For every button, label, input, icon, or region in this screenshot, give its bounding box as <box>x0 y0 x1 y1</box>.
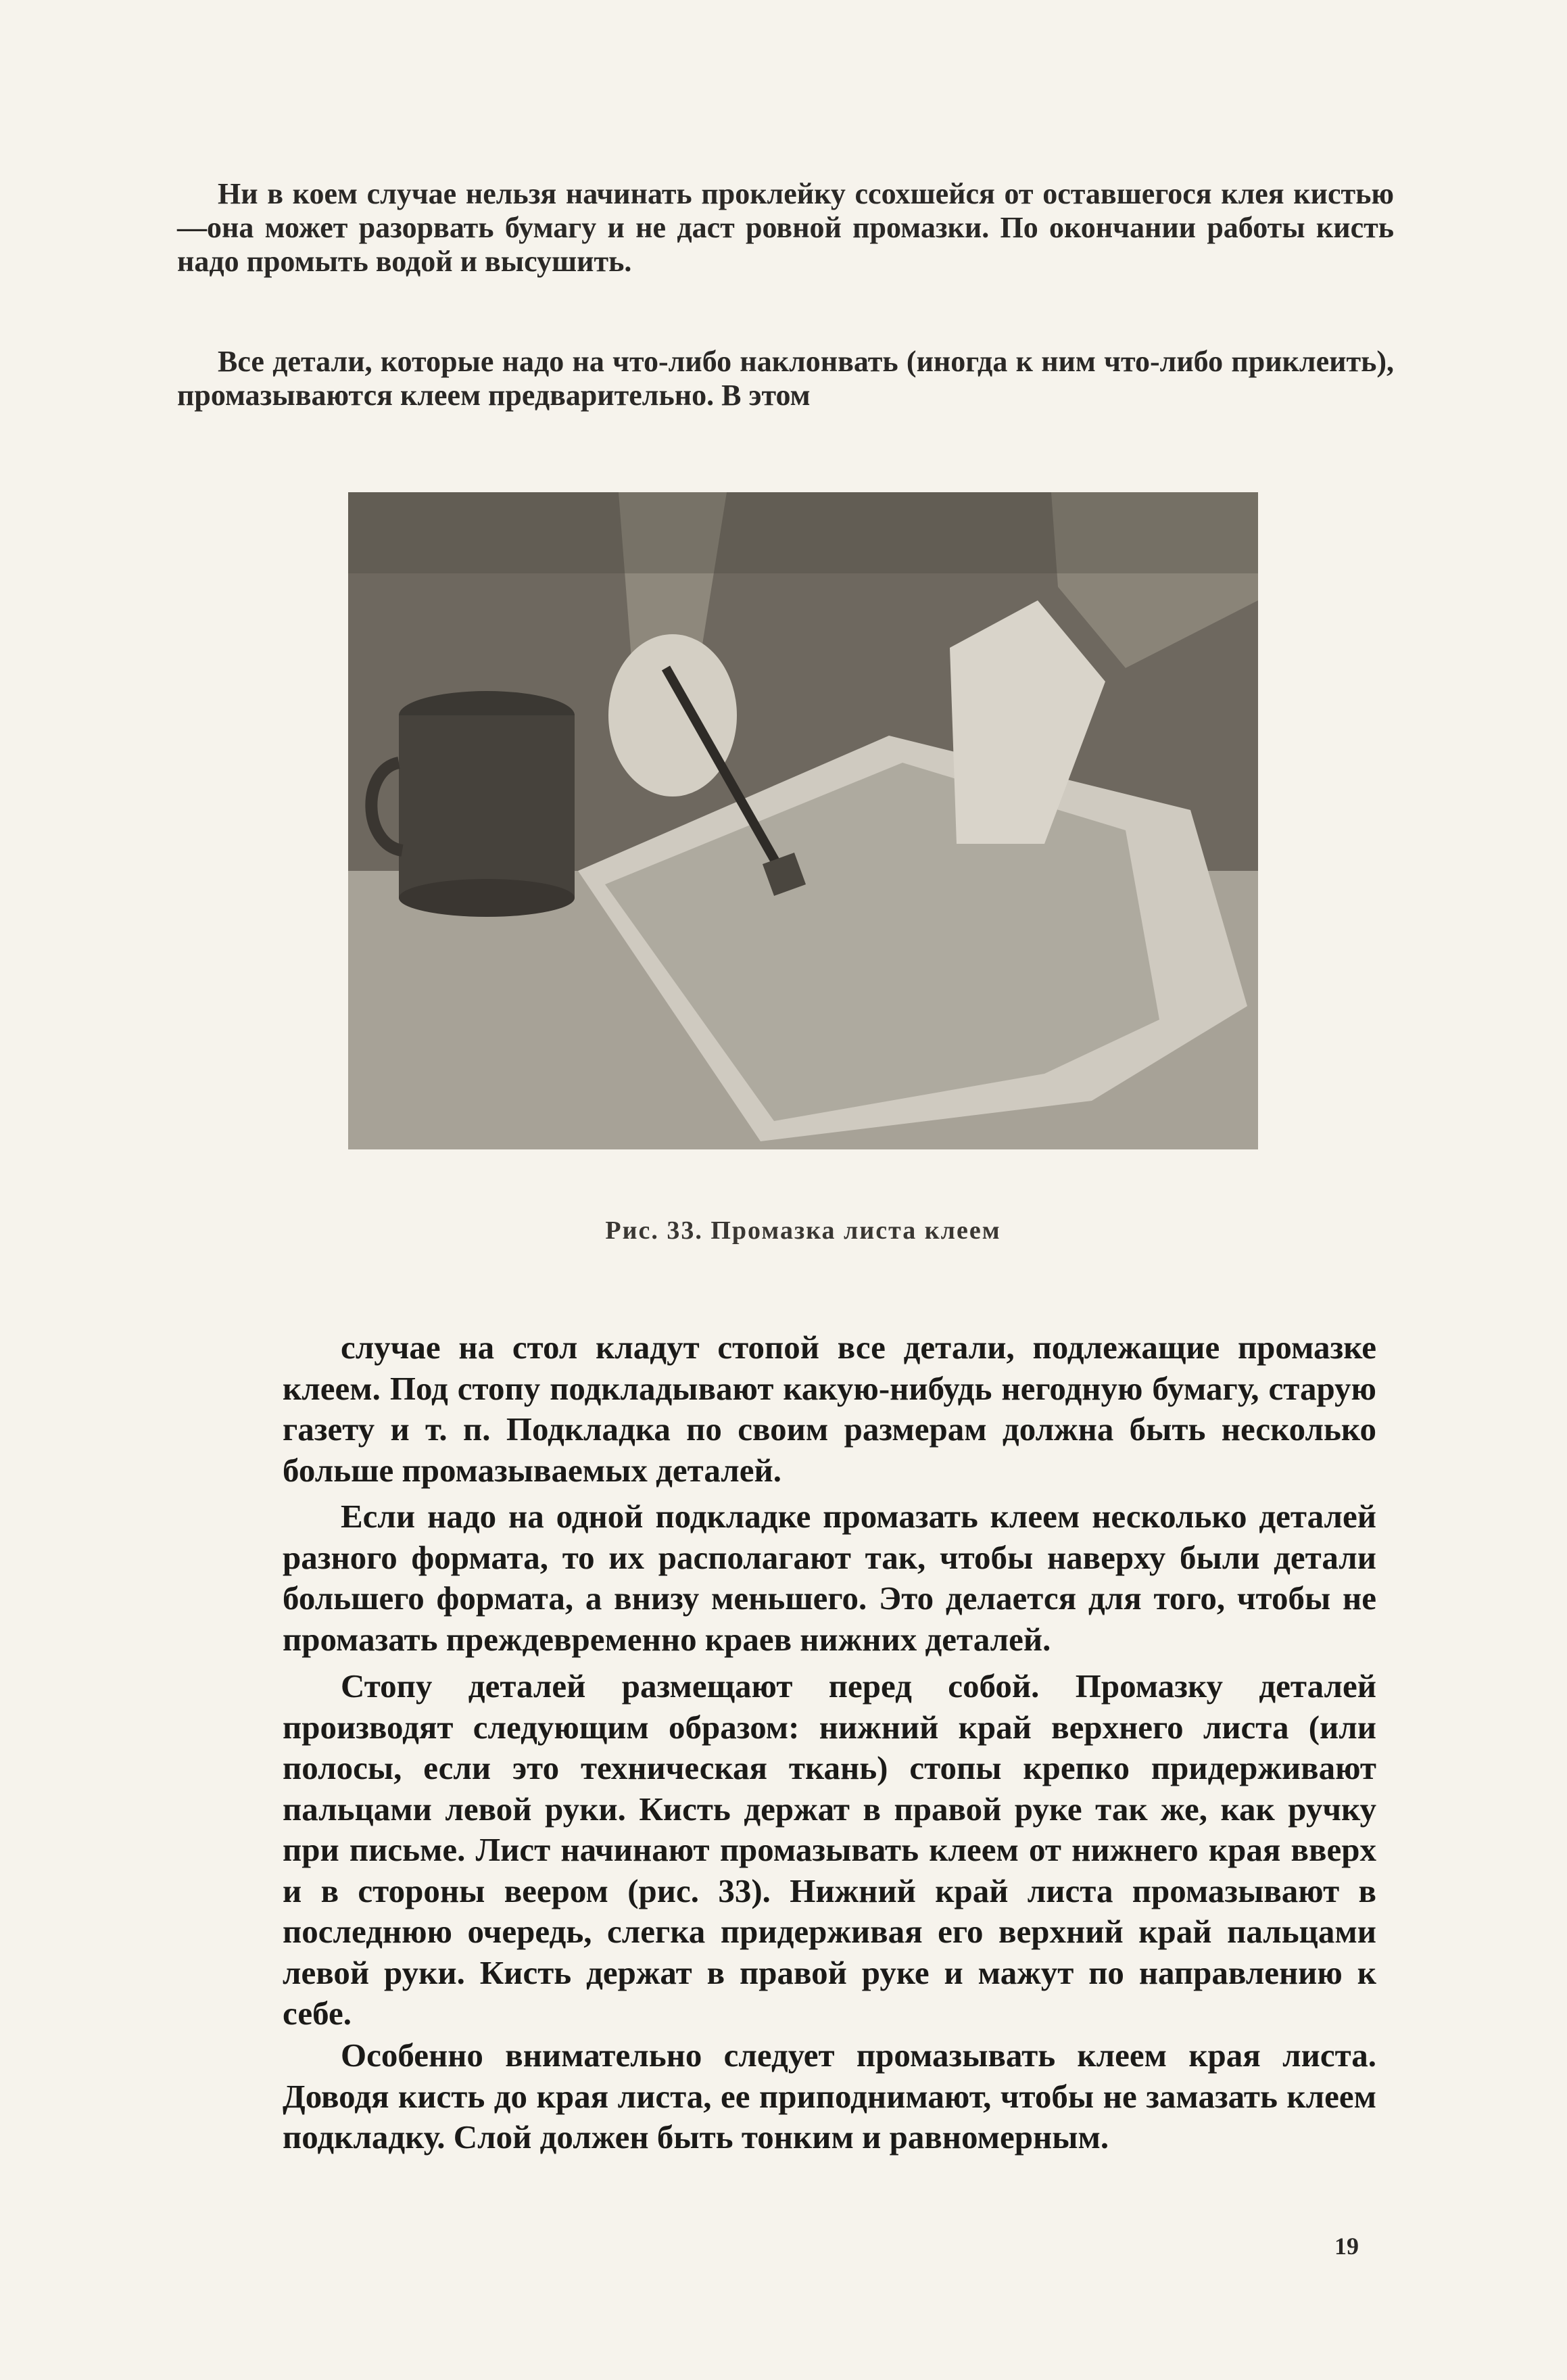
paragraph-gluing-method: Стопу деталей размещают перед собой. Промазку деталей производят следующим образом: нижний край верхнего листа (или полосы, если это техническая ткань) стопы крепко придерживают пальцами левой руки. Кисть держат в правой руке так же, как ручку при письме. Лист начинают промазывать клеем от нижнего края вверх и в стороны веером (рис. 33). Нижний край листа промазывают в последнюю очередь, слегка придерживая его верхний край пальцами левой руки. Кисть держат в правой руке и мажут по направлению к себе. <box>283 1667 1376 2032</box>
paragraph-stack-parts: случае на стол кладут стопой все детали, подлежащие промазке клеем. Под стопу подкладывают какую-нибудь негодную бумагу, старую газету и т. п. Подкладка по своим размерам должна быть несколько больше промазываемых деталей. <box>283 1329 1376 1489</box>
figure-caption: Рис. 33. Промазка листа клеем <box>605 1216 1001 1245</box>
page-number: 19 <box>1334 2233 1359 2260</box>
glue-pot <box>399 715 575 898</box>
paragraph-brush-cleaning: Ни в коем случае нельзя начинать проклейку ссохшейся от оставшегося клея кистью—она может разорвать бумагу и не даст ровной промазки. По окончании работы кисть надо промыть водой и высушить. <box>177 177 1394 278</box>
figure-photo-gluing-sheet <box>348 492 1258 1149</box>
paragraph-parts-prepasting: Все детали, которые надо на что-либо наклонвать (иногда к ним что-либо приклеить), промазываются клеем предварительно. В этом <box>177 345 1394 412</box>
hand-with-brush <box>608 634 737 796</box>
paragraph-edges: Особенно внимательно следует промазывать клеем края листа. Доводя кисть до края листа, ее приподнимают, чтобы не замазать клеем подкладку. Слой должен быть тонким и равномерным. <box>283 2037 1376 2156</box>
paragraph-format-order: Если надо на одной подкладке промазать клеем несколько деталей разного формата, то их располагают так, чтобы наверху были детали большего формата, а внизу меньшего. Это делается для того, чтобы не промазать преждевременно краев нижних деталей. <box>283 1498 1376 1658</box>
